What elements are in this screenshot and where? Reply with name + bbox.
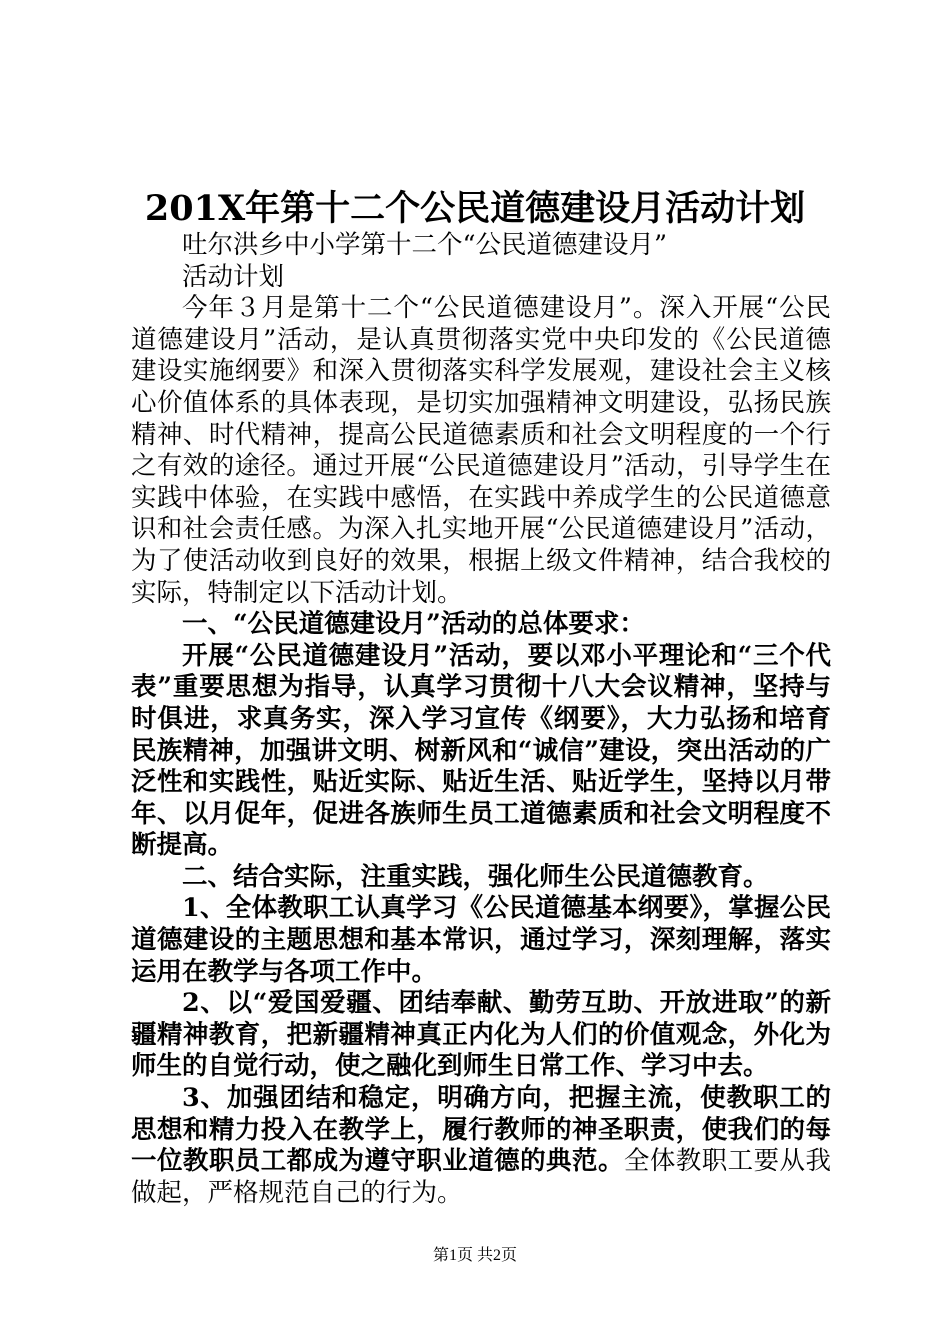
list-item: 2、以“爱国爱疆、团结奉献、勤劳互助、开放进取”的新疆精神教育，把新疆精神真正内化为人们的价值观念，外化为师生的自觉行动，使之融化到师生日常工作、学习中去。	[131, 988, 831, 1082]
page-footer: 第1页 共2页	[432, 1247, 517, 1264]
document-title: 201X年第十二个公民道德建设月活动计划	[144, 188, 806, 229]
section-heading-1: 一、“公民道德建设月”活动的总体要求：	[182, 609, 645, 640]
section-heading-2: 二、结合实际，注重实践，强化师生公民道德教育。	[182, 861, 769, 892]
item-3-bold-text: 3、加强团结和稳定，明确方向，把握主流，使教职工的思想和精力投入在教学上，履行教师的神圣职责，使我们的每一位教职员工都成为遵守职业道德的典范。	[131, 1083, 831, 1177]
subtitle-line-2: 活动计划	[182, 261, 285, 292]
list-item: 1、全体教职工认真学习《公民道德基本纲要》，掌握公民道德建设的主题思想和基本常识，通过学习，深刻理解，落实运用在教学与各项工作中。	[131, 893, 831, 987]
document-body	[131, 230, 831, 1209]
subtitle-line-1: 吐尔洪乡中小学第十二个“公民道德建设月”	[182, 230, 668, 260]
intro-paragraph: 今年３月是第十二个“公民道德建设月”。深入开展“公民道德建设月”活动，是认真贯彻落实党中央印发的《公民道德建设实施纲要》和深入贯彻落实科学发展观，建设社会主义核心价值体系的具体表现，是切实加强精神文明建设，弘扬民族精神、时代精神，提高公民道德素质和社会文明程度的一个行之有效的途径。通过开展“公民道德建设月”活动，引导学生在实践中体验，在实践中感悟，在实践中养成学生的公民道德意识和社会责任感。为深入扎实地开展“公民道德建设月”活动，为了使活动收到良好的效果，根据上级文件精神，结合我校的实际，特制定以下活动计划。	[131, 293, 831, 608]
section-1-paragraph: 开展“公民道德建设月”活动，要以邓小平理论和“三个代表”重要思想为指导，认真学习贯彻十八大会议精神，坚持与时俱进，求真务实，深入学习宣传《纲要》，大力弘扬和培育民族精神，加强讲文明、树新风和“诚信”建设，突出活动的广泛性和实践性，贴近实际、贴近生活、贴近学生，坚持以月带年、以月促年，促进各族师生员工道德素质和社会文明程度不断提高。	[131, 640, 831, 861]
list-item	[131, 1083, 831, 1209]
item-3-regular-text: 全体教职工要从我做起，严格规范自己的行为。	[131, 1146, 831, 1208]
